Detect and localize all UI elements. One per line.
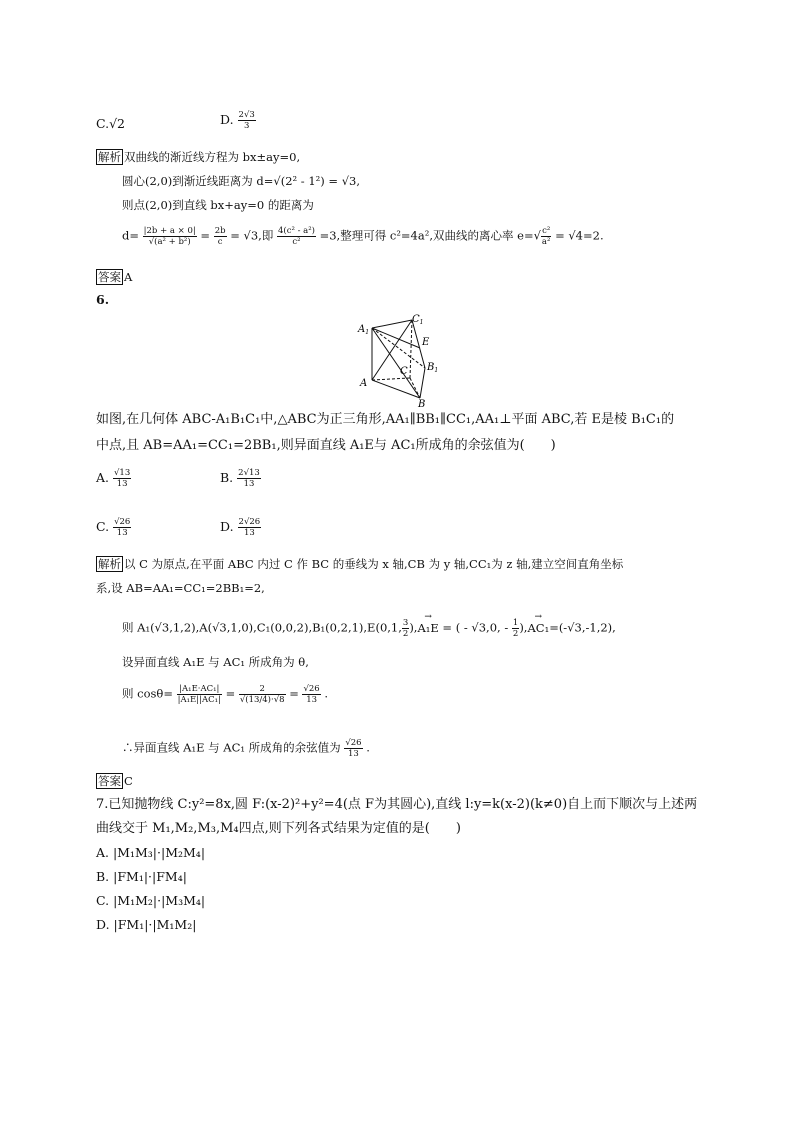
q6-figure-prism	[350, 308, 450, 408]
q6-stem-line1: 如图,在几何体 ABC-A₁B₁C₁中,△ABC为正三角形,AA₁∥BB₁∥CC₁,AA₁⊥平面 ABC,若 E是棱 B₁C₁的	[96, 412, 675, 427]
q7-stem-line1: 7.已知抛物线 C:y²=8x,圆 F:(x-2)²+y²=4(点 F为其圆心),直线 l:y=k(x-2)(k≠0)自上而下顺次与上述两	[96, 797, 698, 812]
q5-analysis-line4: d= $\frac{|2b + a \times 0|}{\text{√(a² + b²)}}$ = $\frac{2b}{c}$ = √3,即 $\frac{\text{4(c² - a²)}}{\text{c²}}$ =3,整理可得 c²=4a²,双曲线的离心率 e=√ $\frac{\text{c²}}{\text{a²}}$ = √4=2.	[122, 226, 604, 247]
q5-option-d: D. $\frac{2√3}{3}$	[220, 110, 255, 131]
answer-tag: 答案	[98, 270, 121, 284]
q6-analysis-line6: ∴异面直线 A₁E 与 AC₁ 所成角的余弦值为 $\frac{√26}{13}$ .	[122, 738, 370, 759]
svg-text:E: E	[422, 337, 430, 348]
q6-option-d: D. $\frac{2√26}{13}$	[220, 517, 261, 538]
q6-analysis-line1: 解析 以 C 为原点,在平面 ABC 内过 C 作 BC 的垂线为 x 轴,CB 为 y 轴,CC₁为 z 轴,建立空间直角坐标	[98, 557, 624, 571]
q6-answer: 答案 C	[98, 774, 133, 788]
q7-option-d: D. |FM₁|·|M₁M₂|	[96, 917, 197, 932]
q6-stem-line2: 中点,且 AB=AA₁=CC₁=2BB₁,则异面直线 A₁E与 AC₁所成角的余弦值为( )	[96, 438, 556, 453]
svg-text:A1: $A_1$	[358, 324, 370, 336]
svg-text:C1: $C_1$	[412, 314, 424, 326]
q5-option-c: C.√2	[96, 116, 126, 131]
q6-analysis-line4: 设异面直线 A₁E 与 AC₁ 所成角为 θ,	[122, 655, 309, 669]
q6-option-a: A. $\frac{√13}{13}$	[96, 468, 131, 489]
q7-option-a: A. |M₁M₃|·|M₂M₄|	[96, 845, 206, 860]
q6-option-c: C. $\frac{√26}{13}$	[96, 517, 131, 538]
q7-option-c: C. |M₁M₂|·|M₃M₄|	[96, 893, 206, 908]
q5-analysis-line3: 则点(2,0)到直线 bx+ay=0 的距离为	[122, 198, 314, 212]
svg-text:B1: $B_1$	[427, 362, 439, 374]
q5-analysis-line1: 解析 双曲线的渐近线方程为 bx±ay=0,	[98, 150, 301, 164]
q6-option-b: B. $\frac{2√13}{13}$	[220, 468, 260, 489]
q7-stem-line2: 曲线交于 M₁,M₂,M₃,M₄四点,则下列各式结果为定值的是( )	[96, 821, 461, 836]
svg-text:A: A	[360, 378, 368, 389]
svg-text:C: C	[400, 366, 408, 377]
q7-option-b: B. |FM₁|·|FM₄|	[96, 869, 187, 884]
q6-number: 6.	[96, 292, 110, 307]
analysis-tag: 解析	[98, 557, 121, 571]
q6-analysis-line2: 系,设 AB=AA₁=CC₁=2BB₁=2,	[96, 581, 265, 595]
q6-analysis-line5: 则 cosθ= $\frac{\text{|A₁E·AC₁|}}{\text{|A₁E||AC₁|}}$ = $\frac{2}{√(13/4)\cdot√8}$ = $\frac{√26}{13}$ .	[122, 684, 329, 705]
q6-analysis-line3: 则 A₁(√3,1,2),A(√3,1,0),C₁(0,0,2),B₁(0,2,1),E(0,1, $\frac{3}{2}$ ),→ A₁E = ( - √3,0, - $\frac{1}{2}$ ),→ AC₁=(-√3,-1,2),	[122, 618, 616, 639]
answer-tag: 答案	[98, 774, 121, 788]
q5-analysis-line2: 圆心(2,0)到渐近线距离为 d=√(2² - 1²) = √3,	[122, 174, 361, 188]
svg-text:B: B	[418, 399, 426, 408]
analysis-tag: 解析	[98, 150, 121, 164]
q5-answer: 答案 A	[98, 270, 133, 284]
